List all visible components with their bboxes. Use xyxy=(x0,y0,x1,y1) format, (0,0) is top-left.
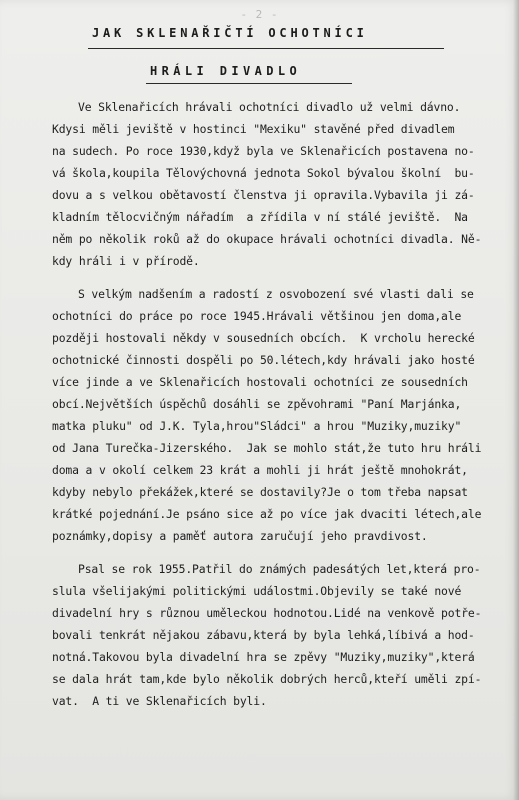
text-line: na sudech. Po roce 1930,když byla ve Sklenařicích postavena no- xyxy=(52,144,475,158)
page-number: - 2 - xyxy=(240,8,279,21)
text-line: od Jana Turečka-Jizerského. Jak se mohlo stát,že tuto hru hráli xyxy=(52,441,482,455)
text-line: později hostovali někdy v sousedních obcích. K vrcholu herecké xyxy=(52,331,475,345)
text-line: Ve Sklenařicích hrávali ochotníci divadlo už velmi dávno. xyxy=(78,100,461,114)
text-line: kdy hráli i v přírodě. xyxy=(52,254,200,268)
text-line: něm po několik roků až do okupace hrávali ochotníci divadla. Ně- xyxy=(52,232,482,246)
document-subtitle: HRÁLI DIVADLO xyxy=(150,64,302,78)
text-line: kladním tělocvičným nářadím a zřídila v ní stálé jeviště. Na xyxy=(52,210,468,224)
text-line: vat. A ti ve Sklenařicích byli. xyxy=(52,694,267,708)
text-line: Kdysi měli jeviště v hostinci "Mexiku" stavěné před divadlem xyxy=(52,122,455,136)
text-line: divadelní hry s různou uměleckou hodnotou.Lidé na venkově potře- xyxy=(52,606,482,620)
text-line: S velkým nadšením a radostí z osvobození své vlasti dali se xyxy=(78,287,474,301)
body-text xyxy=(52,96,512,723)
subtitle-underline xyxy=(146,83,352,84)
paragraph-1 xyxy=(52,96,512,272)
text-line: matka pluku" od J.K. Tyla,hrou"Sládci" a hrou "Muziky,muziky" xyxy=(52,419,462,433)
text-line: Psal se rok 1955.Patřil do známých padesátých let,která pro- xyxy=(78,562,481,576)
text-line: doma a v okolí celkem 23 krát a mohli ji hrát ještě mnohokrát, xyxy=(52,463,468,477)
text-line: slula všelijakými politickými událostmi.Objevily se také nové xyxy=(52,584,462,598)
paragraph-2 xyxy=(52,283,512,547)
text-line: se dala hrát tam,kde bylo několik dobrých herců,kteří uměli zpí- xyxy=(52,672,482,686)
text-line: krátké pojednání.Je psáno sice až po více jak dvaciti létech,ale xyxy=(52,507,482,521)
text-line: poznámky,dopisy a paměť autora zaručují jeho pravdivost. xyxy=(52,529,428,543)
text-line: obcí.Největších úspěchů dosáhli se zpěvohrami "Paní Marjánka, xyxy=(52,397,462,411)
text-line: vá škola,koupila Tělovýchovná jednota Sokol bývalou školní bu- xyxy=(52,166,475,180)
page-edge-shadow xyxy=(513,0,519,800)
text-line: notná.Takovou byla divadelní hra se zpěvy "Muziky,muziky",která xyxy=(52,650,475,664)
paragraph-3 xyxy=(52,558,512,712)
text-line: kdyby nebylo překážek,které se dostavily?Je o tom třeba napsat xyxy=(52,485,468,499)
title-underline xyxy=(88,48,444,49)
text-line: dovu a s velkou obětavostí členstva ji opravila.Vybavila ji zá- xyxy=(52,188,475,202)
text-line: ochotnické činnosti dospěli po 50.létech,kdy hrávali jako hosté xyxy=(52,353,475,367)
document-title: JAK SKLENAŘIČTÍ OCHOTNÍCI xyxy=(92,26,368,40)
text-line: více jinde a ve Sklenařicích hostovali ochotníci ze sousedních xyxy=(52,375,468,389)
text-line: bovali tenkrát nějakou zábavu,která by byla lehká,líbivá a hod- xyxy=(52,628,475,642)
text-line: ochotníci do práce po roce 1945.Hrávali většinou jen doma,ale xyxy=(52,309,462,323)
